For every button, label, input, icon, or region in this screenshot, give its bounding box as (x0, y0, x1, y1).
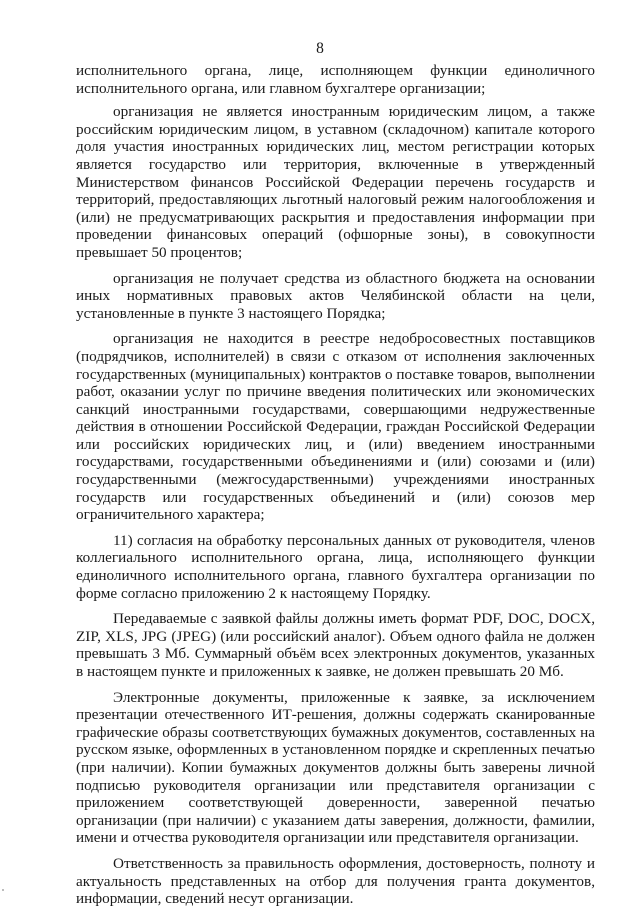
scan-mark (2, 889, 4, 891)
paragraph-electronic-documents: Электронные документы, приложенные к заявке, за исключением презентации отечественного ИТ-решения, должны содержать сканированные графические образы соответствующих бумажных документов, составленных на русском языке, оформленных в установленном порядке и скрепленных печатью (при наличии). Копии бумажных документов должны быть заверены личной подписью руководителя организации или представителя организации с приложением соответствующей доверенности, заверенной печатью организации (при наличии) с указанием даты заверения, должности, фамилии, имени и отчества руководителя организации или представителя организации. (76, 688, 595, 847)
paragraph-unreliable-suppliers: организация не находится в реестре недобросовестных поставщиков (подрядчиков, исполнителей) в связи с отказом от исполнения заключенных государственных (муниципальных) контрактов о поставке товаров, выполнении работ, оказании услуг по причине введения политических или экономических санкций иностранными государствами, совершающими недружественные действия в отношении Российской Федерации, граждан Российской Федерации или российских юридических лиц, и (или) введением иностранными государствами, государственными объединениями и (или) союзами и (или) государственными (межгосударственными) учреждениями иностранных государств или государственных объединений и (или) союзов мер ограничительного характера; (76, 330, 595, 524)
document-body (76, 62, 595, 908)
paragraph-continuation: исполнительного органа, лице, исполняющем функции единоличного исполнительного органа, или главном бухгалтере организации; (76, 62, 595, 97)
paragraph-foreign-entity: организация не является иностранным юридическим лицом, а также российским юридическим лицом, в уставном (складочном) капитале которого доля участия иностранных юридических лиц, местом регистрации которых является государство или территория, включенные в утвержденный Министерством финансов Российской Федерации перечень государств и территорий, предоставляющих льготный налоговый режим налогообложения и (или) не предусматривающих раскрытия и предоставления информации при проведении финансовых операций (офшорные зоны), в совокупности превышает 50 процентов; (76, 103, 595, 261)
paragraph-file-formats: Передаваемые с заявкой файлы должны иметь формат PDF, DOC, DOCX, ZIP, XLS, JPG (JPEG) (или российский аналог). Объем одного файла не должен превышать 3 Мб. Суммарный объём всех электронных документов, указанных в настоящем пункте и приложенных к заявке, не должен превышать 20 Мб. (76, 610, 595, 680)
page-number: 8 (316, 40, 324, 57)
paragraph-personal-data-consent: 11) согласия на обработку персональных данных от руководителя, членов коллегиального исполнительного органа, лица, исполняющего функции единоличного исполнительного органа, главного бухгалтера организации по форме согласно приложению 2 к настоящему Порядку. (76, 531, 595, 602)
paragraph-responsibility: Ответственность за правильность оформления, достоверность, полноту и актуальность представленных на отбор для получения гранта документов, информации, сведений несут организации. (76, 854, 595, 908)
paragraph-regional-budget: организация не получает средства из областного бюджета на основании иных нормативных правовых актов Челябинской области на цели, установленные в пункте 3 настоящего Порядка; (76, 269, 595, 322)
